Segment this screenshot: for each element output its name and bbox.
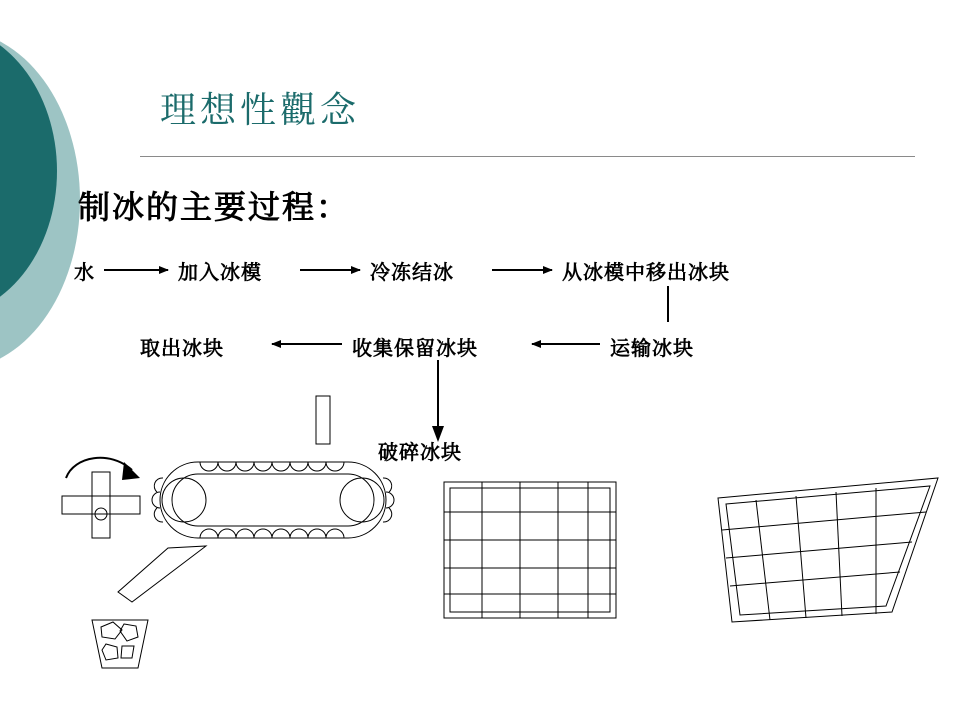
flow-node-take-out: 取出冰块 [140, 338, 224, 360]
ice-conveyor-machine [152, 462, 394, 538]
flow-node-demold: 从冰模中移出冰块 [562, 262, 730, 284]
ice-tray-grid-rectangular [444, 482, 616, 618]
page-title: 理想性觀念 [160, 90, 361, 130]
flow-node-transport: 运输冰块 [610, 338, 694, 360]
rotary-agitator-arm [62, 458, 140, 538]
flow-node-crush: 破碎冰块 [378, 442, 462, 464]
arrow-collect-to-crush [432, 360, 444, 442]
flow-node-collect: 收集保留冰块 [352, 338, 478, 360]
flow-node-fill-mold: 加入冰模 [178, 262, 262, 284]
flow-node-water: 水 [74, 262, 95, 284]
ice-tray-grid-skewed [718, 478, 938, 622]
crushed-ice-bucket [92, 620, 148, 668]
tilted-slide-plate [118, 546, 206, 602]
flow-node-freeze: 冷冻结冰 [370, 262, 454, 284]
title-divider [140, 156, 915, 157]
subtitle: 制冰的主要过程： [78, 189, 351, 225]
ice-chute [316, 396, 330, 444]
